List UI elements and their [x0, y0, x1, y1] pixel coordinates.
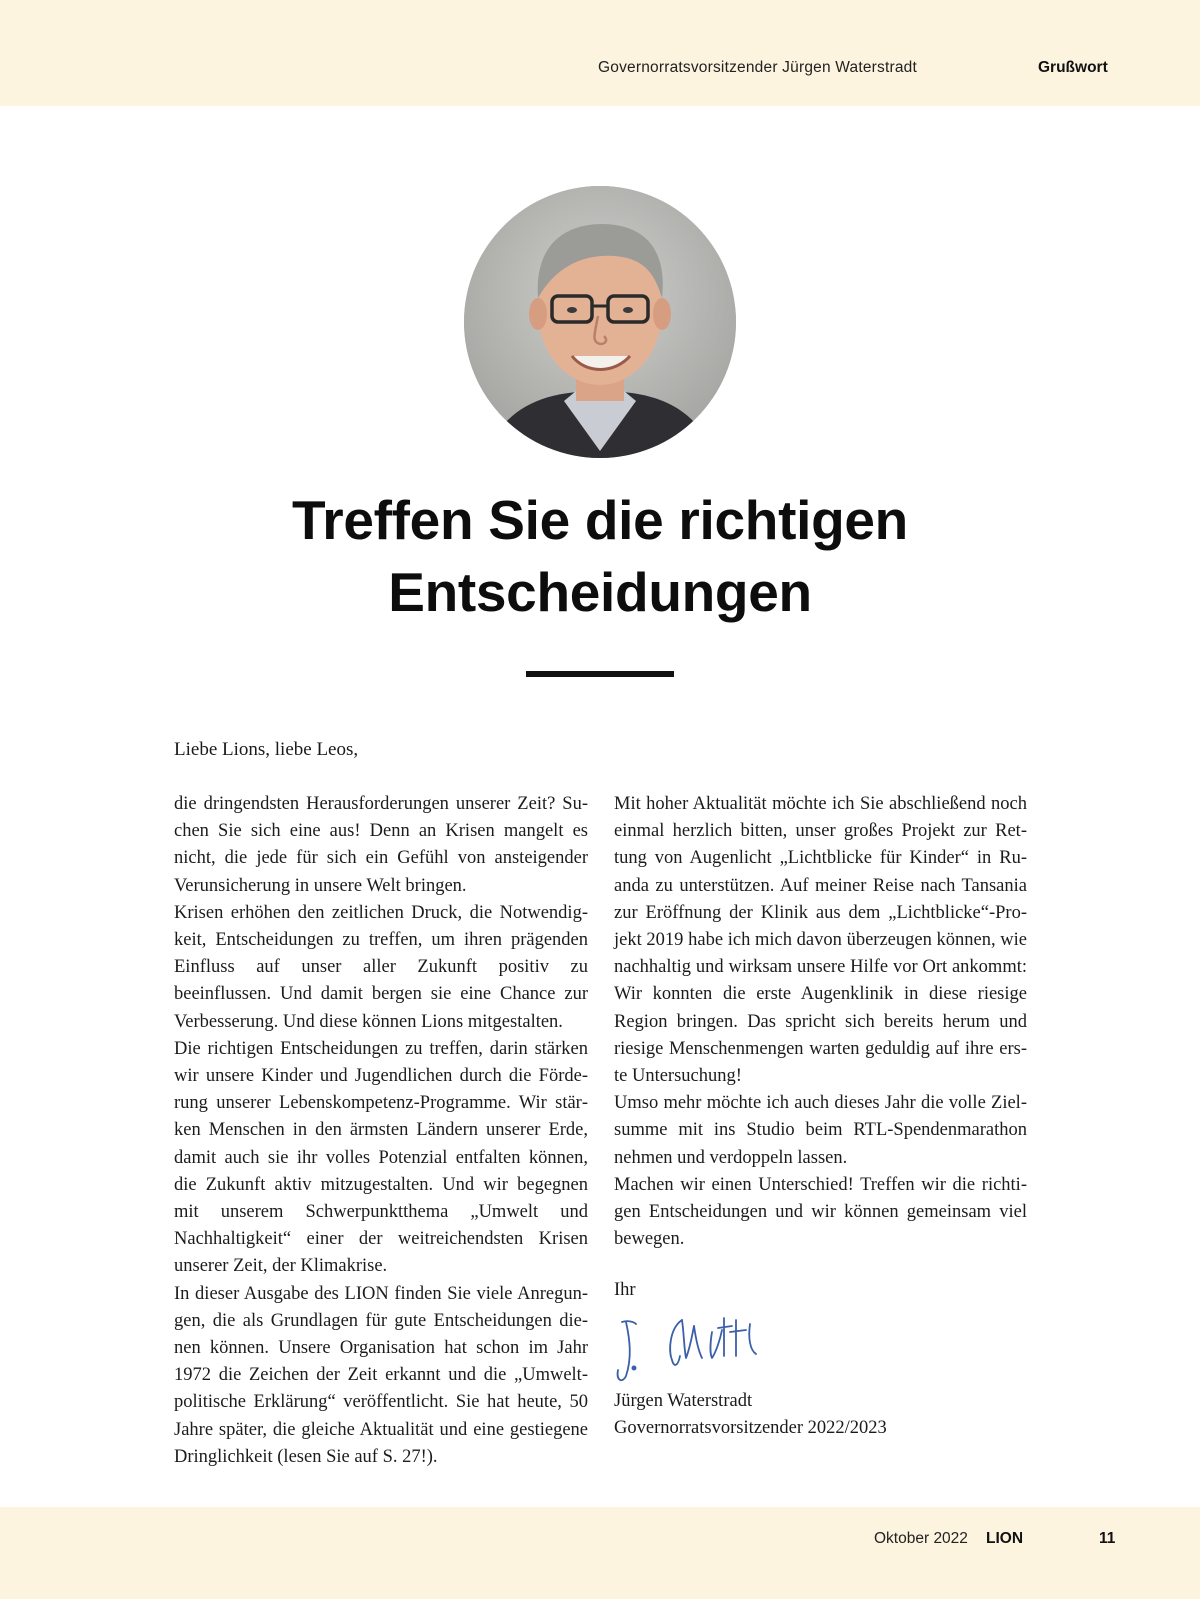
article-headline	[0, 484, 1200, 628]
footer-issue-date: Oktober 2022	[874, 1530, 968, 1547]
signer-name: Jürgen Waterstradt	[614, 1391, 753, 1411]
body-column-right	[614, 791, 1027, 1253]
body-paragraph: In dieser Ausgabe des LION finden Sie viele Anregungen, die als Grundlagen für gute Entscheidungen dienen können. Unsere Organisation hat schon im Jahr 1972 die Zeichen der Zeit erkannt und die „Umweltpolitische Erklärung“ veröffentlicht. Sie hat heute, 50 Jahre später, die gleiche Aktualität und eine gestiegene Dringlichkeit (lesen Sie auf S. 27!).	[174, 1283, 588, 1467]
body-paragraph: Die richtigen Entscheidungen zu treffen, darin stärken wir unsere Kinder und Jugendlichen durch die Förderung unserer Lebenskompetenz-Programme. Wir stärken Menschen in den ärmsten Ländern unserer Erde, damit auch sie ihr volles Potenzial entfalten können, die Zukunft aktiv mitzugestalten. Und wir begegnen mit unserem Schwerpunktthema „Umwelt und Nachhaltigkeit“ einer der weitreichendsten Krisen unserer Zeit, der Klimakrise.	[174, 1038, 588, 1277]
portrait-photo-icon	[464, 186, 736, 458]
body-paragraph: Machen wir einen Unterschied! Treffen wir die richtigen Entscheidungen und wir können gemeinsam viel bewegen.	[614, 1174, 1027, 1250]
page-number: 11	[1099, 1530, 1116, 1547]
closing-word: Ihr	[614, 1280, 636, 1300]
header-author-line: Governorratsvorsitzender Jürgen Waterstradt	[598, 59, 918, 76]
header-band	[0, 0, 1200, 106]
headline-line-2: Entscheidungen	[388, 561, 812, 623]
author-portrait	[464, 186, 736, 458]
body-paragraph: die dringendsten Herausforderungen unserer Zeit? Suchen Sie sich eine aus! Denn an Krisen mangelt es nicht, die jede für sich ein Gefühl von ansteigender Verunsicherung in unsere Welt bringen.	[174, 794, 588, 896]
footer-band	[0, 1507, 1200, 1599]
handwritten-signature-icon	[612, 1310, 772, 1390]
headline-line-1: Treffen Sie die richtigen	[292, 489, 908, 551]
header-section-label: Grußwort	[1038, 59, 1108, 76]
body-paragraph: Umso mehr möchte ich auch dieses Jahr die volle Zielsumme mit ins Studio beim RTL-Spendenmarathon nehmen und verdoppeln lassen.	[614, 1093, 1027, 1168]
salutation: Liebe Lions, liebe Leos,	[174, 739, 359, 760]
signer-role: Governorratsvorsitzender 2022/2023	[614, 1418, 887, 1438]
footer-magazine-name: LION	[986, 1530, 1024, 1547]
body-paragraph: Mit hoher Aktualität möchte ich Sie abschließend noch einmal herzlich bitten, unser großes Projekt zur Rettung von Augenlicht „Lichtblicke für Kinder“ in Ruanda zu unterstützen. Auf meiner Reise nach Tansania zur Eröffnung der Klinik aus dem „Lichtblicke“-Projekt 2019 habe ich mich davon überzeugen können, wie nachhaltig und wirksam unsere Hilfe vor Ort ankommt: Wir konnten die erste Augenklinik in diese riesige Region bringen. Das spricht sich bereits herum und riesige Menschenmengen warten geduldig auf ihre erste Untersuchung!	[614, 794, 1027, 1087]
body-paragraph: Krisen erhöhen den zeitlichen Druck, die Notwendigkeit, Entscheidungen zu treffen, um ihren prägenden Einfluss auf unser aller Zukunft positiv zu beeinflussen. Und damit bergen sie eine Chance zur Verbesserung. Und diese können Lions mitgestalten.	[174, 902, 588, 1032]
headline-divider	[526, 671, 674, 677]
body-column-left	[174, 791, 588, 1471]
